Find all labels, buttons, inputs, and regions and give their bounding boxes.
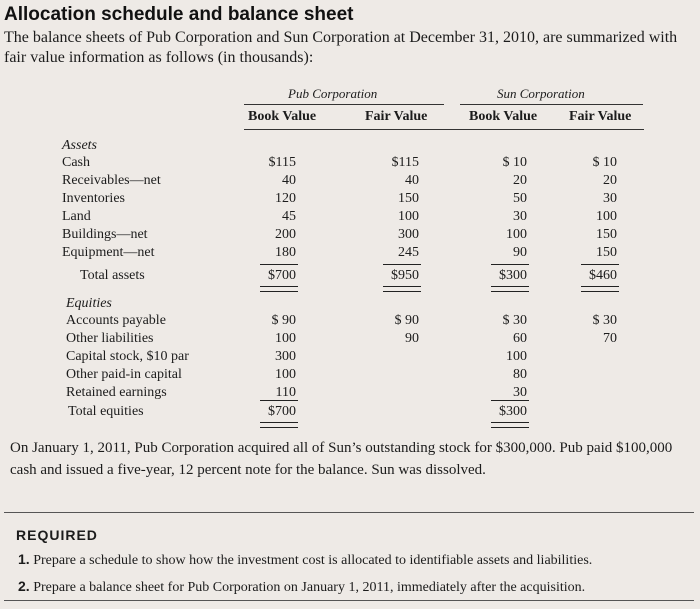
row-value: 40 bbox=[282, 173, 296, 188]
subtotal-rule bbox=[491, 264, 529, 265]
bottom-rule bbox=[4, 600, 694, 601]
row-value: 90 bbox=[513, 245, 527, 260]
total-label: Total equities bbox=[68, 404, 144, 419]
row-value: 30 bbox=[603, 191, 617, 206]
row-value: $ 90 bbox=[271, 313, 296, 328]
required-item-2 bbox=[18, 578, 585, 596]
row-value: 60 bbox=[513, 331, 527, 346]
row-label: Inventories bbox=[62, 191, 125, 206]
row-value: $ 30 bbox=[592, 313, 617, 328]
required-item-text: Prepare a schedule to show how the investment cost is allocated to identifiable assets and liabilities. bbox=[33, 553, 593, 568]
intro-text: The balance sheets of Pub Corporation and Sun Corporation at December 31, 2010, are summarized with fair value information as follows (in thousands): bbox=[4, 29, 678, 66]
total-double-rule bbox=[260, 286, 298, 292]
row-label: Other paid-in capital bbox=[66, 367, 182, 382]
row-value: 40 bbox=[405, 173, 419, 188]
row-value: 20 bbox=[513, 173, 527, 188]
page-title: Allocation schedule and balance sheet bbox=[4, 4, 354, 25]
subtotal-rule bbox=[491, 400, 529, 401]
col-header-pub-book: Book Value bbox=[248, 109, 317, 124]
col-header-pub-fair: Fair Value bbox=[365, 109, 428, 124]
acquisition-paragraph: On January 1, 2011, Pub Corporation acquired all of Sun’s outstanding stock for $300,000. Pub paid $100,000 cash and issued a five-year, 12 percent note for the balance. Sun was dissolved. bbox=[10, 440, 673, 478]
row-label: Capital stock, $10 par bbox=[66, 349, 189, 364]
row-value: 200 bbox=[275, 227, 296, 242]
total-double-rule bbox=[491, 422, 529, 428]
total-value: $300 bbox=[499, 404, 527, 419]
subtotal-rule bbox=[260, 400, 298, 401]
total-double-rule bbox=[581, 286, 619, 292]
row-value: 245 bbox=[398, 245, 419, 260]
total-value: $700 bbox=[268, 404, 296, 419]
row-value: $ 10 bbox=[502, 155, 527, 170]
row-value: 100 bbox=[596, 209, 617, 224]
company-pub: Pub Corporation bbox=[288, 86, 378, 101]
row-label: Equipment—net bbox=[62, 245, 155, 260]
row-value: 180 bbox=[275, 245, 296, 260]
row-value: 150 bbox=[596, 227, 617, 242]
total-double-rule bbox=[260, 422, 298, 428]
row-value: 300 bbox=[398, 227, 419, 242]
separator-line bbox=[4, 512, 694, 513]
row-value: $115 bbox=[268, 155, 296, 170]
required-item-number: 1. bbox=[18, 551, 30, 567]
total-double-rule bbox=[491, 286, 529, 292]
row-value: 110 bbox=[275, 385, 296, 400]
col-header-sun-book: Book Value bbox=[469, 109, 538, 124]
row-value: 150 bbox=[596, 245, 617, 260]
row-value: 150 bbox=[398, 191, 419, 206]
row-label: Accounts payable bbox=[66, 313, 166, 328]
row-label: Cash bbox=[62, 155, 90, 170]
equities-heading: Equities bbox=[66, 296, 112, 311]
subtotal-rule bbox=[383, 264, 421, 265]
assets-heading: Assets bbox=[62, 138, 97, 153]
total-value: $460 bbox=[589, 268, 617, 283]
required-item-1 bbox=[18, 551, 592, 569]
row-value: $115 bbox=[391, 155, 419, 170]
column-header-rule bbox=[244, 129, 644, 130]
total-value: $300 bbox=[499, 268, 527, 283]
total-value: $950 bbox=[391, 268, 419, 283]
total-value: $700 bbox=[268, 268, 296, 283]
subtotal-rule bbox=[581, 264, 619, 265]
row-label: Buildings—net bbox=[62, 227, 148, 242]
row-value: 100 bbox=[275, 331, 296, 346]
row-value: 100 bbox=[398, 209, 419, 224]
row-value: $ 10 bbox=[592, 155, 617, 170]
required-heading: REQUIRED bbox=[16, 527, 98, 543]
row-label: Other liabilities bbox=[66, 331, 154, 346]
row-label: Receivables—net bbox=[62, 173, 161, 188]
row-value: 100 bbox=[506, 227, 527, 242]
row-value: 80 bbox=[513, 367, 527, 382]
row-label: Retained earnings bbox=[66, 385, 167, 400]
sun-header-rule bbox=[460, 104, 643, 105]
row-value: 100 bbox=[506, 349, 527, 364]
row-value: 45 bbox=[282, 209, 296, 224]
pub-header-rule bbox=[244, 104, 444, 105]
row-value: $ 30 bbox=[502, 313, 527, 328]
row-value: 300 bbox=[275, 349, 296, 364]
row-value: 100 bbox=[275, 367, 296, 382]
company-sun: Sun Corporation bbox=[497, 86, 585, 101]
row-value: 30 bbox=[513, 385, 527, 400]
row-value: $ 90 bbox=[394, 313, 419, 328]
row-value: 120 bbox=[275, 191, 296, 206]
row-value: 20 bbox=[603, 173, 617, 188]
required-item-number: 2. bbox=[18, 578, 30, 594]
row-value: 50 bbox=[513, 191, 527, 206]
total-label: Total assets bbox=[80, 268, 145, 283]
subtotal-rule bbox=[260, 264, 298, 265]
required-item-text: Prepare a balance sheet for Pub Corporation on January 1, 2011, immediately after the acquisition. bbox=[33, 580, 586, 595]
col-header-sun-fair: Fair Value bbox=[569, 109, 632, 124]
row-value: 70 bbox=[603, 331, 617, 346]
row-label: Land bbox=[62, 209, 91, 224]
total-double-rule bbox=[383, 286, 421, 292]
row-value: 90 bbox=[405, 331, 419, 346]
row-value: 30 bbox=[513, 209, 527, 224]
